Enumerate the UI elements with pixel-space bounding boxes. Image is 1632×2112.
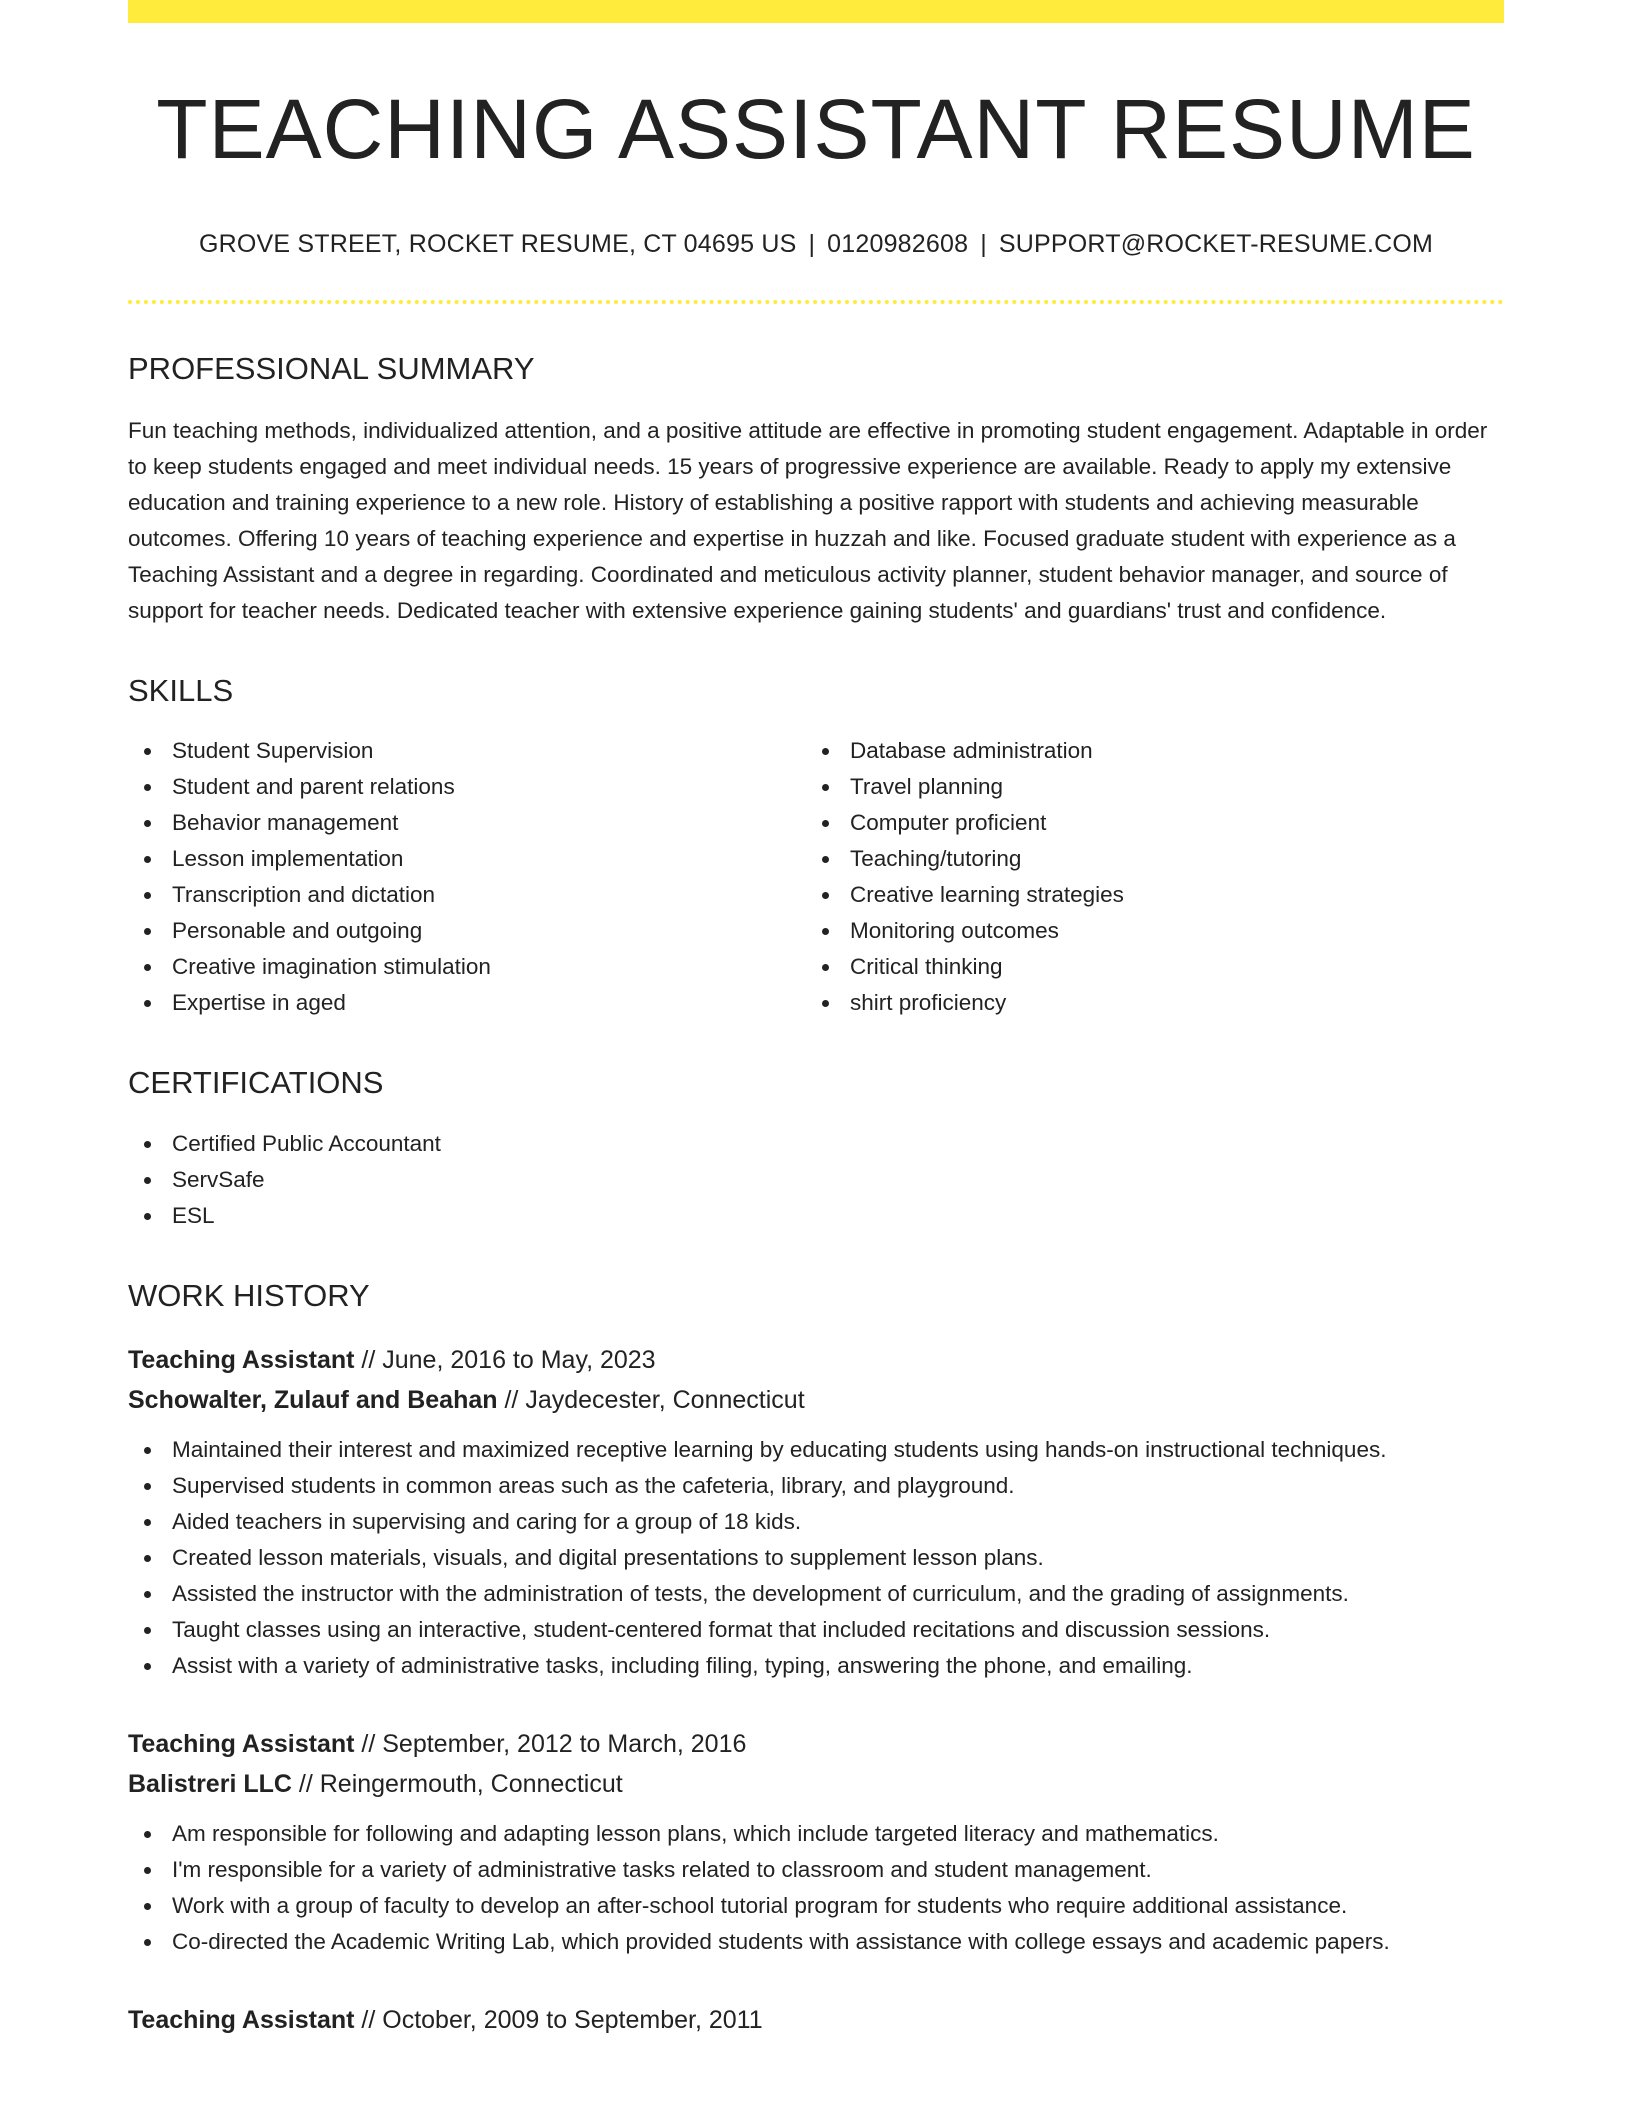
job-entry <box>128 2000 1504 2040</box>
job-duty-item: Aided teachers in supervising and caring for a group of 18 kids. <box>128 1504 1504 1540</box>
job-title: Teaching Assistant <box>128 1345 355 1374</box>
skill-item: Behavior management <box>128 805 806 841</box>
job-duty-item: Co-directed the Academic Writing Lab, which provided students with assistance with college essays and academic papers. <box>128 1924 1504 1960</box>
resume-page <box>128 0 1504 2040</box>
skill-item: Lesson implementation <box>128 841 806 877</box>
job-duty-item: Am responsible for following and adapting lesson plans, which include targeted literacy and mathematics. <box>128 1816 1504 1852</box>
job-duty-item: Taught classes using an interactive, student-centered format that included recitations and discussion sessions. <box>128 1612 1504 1648</box>
job-dates: September, 2012 to March, 2016 <box>382 1729 747 1758</box>
skill-item: Critical thinking <box>806 949 1484 985</box>
job-location: Reingermouth, Connecticut <box>319 1769 623 1798</box>
certification-item: Certified Public Accountant <box>128 1126 1504 1162</box>
job-dates: June, 2016 to May, 2023 <box>382 1345 656 1374</box>
job-title-line <box>128 1340 1504 1380</box>
skill-item: shirt proficiency <box>806 985 1484 1021</box>
skill-item: Creative learning strategies <box>806 877 1484 913</box>
job-duties-list <box>128 1816 1504 1960</box>
job-separator: // <box>354 1729 383 1758</box>
skill-item: Student Supervision <box>128 733 806 769</box>
job-title-line <box>128 1724 1504 1764</box>
job-separator: // <box>354 1345 383 1374</box>
work-history-list <box>128 1340 1504 2040</box>
summary-text: Fun teaching methods, individualized attention, and a positive attitude are effective in promoting student engagement. Adaptable in order to keep students engaged and meet individual needs. 15 years of progressive experience are available. Ready to apply my extensive education and training experience to a new role. History of establishing a positive rapport with students and achieving measurable outcomes. Offering 10 years of teaching experience and expertise in huzzah and like. Focused graduate student with experience as a Teaching Assistant and a degree in regarding. Coordinated and meticulous activity planner, student behavior manager, and source of support for teacher needs. Dedicated teacher with extensive experience gaining students' and guardians' trust and confidence. <box>128 418 1488 624</box>
contact-separator: | <box>980 229 987 258</box>
job-separator: // <box>291 1769 320 1798</box>
accent-top-bar <box>128 0 1504 23</box>
job-duty-item: I'm responsible for a variety of administrative tasks related to classroom and student management. <box>128 1852 1504 1888</box>
skill-item: Computer proficient <box>806 805 1484 841</box>
job-company-line <box>128 1764 1504 1804</box>
job-separator: // <box>354 2005 383 2034</box>
contact-address: GROVE STREET, ROCKET RESUME, CT 04695 US <box>198 229 797 258</box>
page-title: TEACHING ASSISTANT RESUME <box>156 82 1476 176</box>
skill-item: Transcription and dictation <box>128 877 806 913</box>
certification-item: ESL <box>128 1198 1504 1234</box>
job-company: Schowalter, Zulauf and Beahan <box>128 1385 498 1414</box>
job-duty-item: Assist with a variety of administrative tasks, including filing, typing, answering the phone, and emailing. <box>128 1648 1504 1684</box>
certification-item: ServSafe <box>128 1162 1504 1198</box>
skills-heading: SKILLS <box>128 673 234 709</box>
job-title: Teaching Assistant <box>128 2005 355 2034</box>
job-title-line <box>128 2000 1504 2040</box>
job-duty-item: Supervised students in common areas such as the cafeteria, library, and playground. <box>128 1468 1504 1504</box>
summary-heading: PROFESSIONAL SUMMARY <box>128 351 535 387</box>
certifications-heading: CERTIFICATIONS <box>128 1065 384 1101</box>
job-title: Teaching Assistant <box>128 1729 355 1758</box>
skill-item: Student and parent relations <box>128 769 806 805</box>
job-separator: // <box>497 1385 526 1414</box>
job-duty-item: Assisted the instructor with the administration of tests, the development of curriculum, and the grading of assignments. <box>128 1576 1504 1612</box>
skill-item: Database administration <box>806 733 1484 769</box>
job-duty-item: Maintained their interest and maximized receptive learning by educating students using hands-on instructional techniques. <box>128 1432 1504 1468</box>
job-dates: October, 2009 to September, 2011 <box>382 2005 763 2034</box>
job-location: Jaydecester, Connecticut <box>525 1385 805 1414</box>
contact-email: SUPPORT@ROCKET-RESUME.COM <box>998 229 1434 258</box>
work-history-heading: WORK HISTORY <box>128 1277 370 1313</box>
skill-item: Teaching/tutoring <box>806 841 1484 877</box>
job-entry <box>128 1724 1504 1960</box>
skills-columns <box>128 733 1504 1021</box>
job-duty-item: Created lesson materials, visuals, and digital presentations to supplement lesson plans. <box>128 1540 1504 1576</box>
certifications-list <box>128 1126 1504 1234</box>
contact-phone: 0120982608 <box>827 229 969 258</box>
job-duty-item: Work with a group of faculty to develop an after-school tutorial program for students who require additional assistance. <box>128 1888 1504 1924</box>
skill-item: Creative imagination stimulation <box>128 949 806 985</box>
dotted-divider <box>128 300 1504 304</box>
job-company-line <box>128 1380 1504 1420</box>
skill-item: Personable and outgoing <box>128 913 806 949</box>
job-company: Balistreri LLC <box>128 1769 292 1798</box>
job-entry <box>128 1340 1504 1684</box>
skills-list-left <box>128 733 806 1021</box>
skill-item: Travel planning <box>806 769 1484 805</box>
contact-separator: | <box>808 229 816 258</box>
skills-list-right <box>806 733 1484 1021</box>
contact-line <box>128 228 1504 261</box>
skill-item: Expertise in aged <box>128 985 806 1021</box>
skill-item: Monitoring outcomes <box>806 913 1484 949</box>
job-duties-list <box>128 1432 1504 1684</box>
